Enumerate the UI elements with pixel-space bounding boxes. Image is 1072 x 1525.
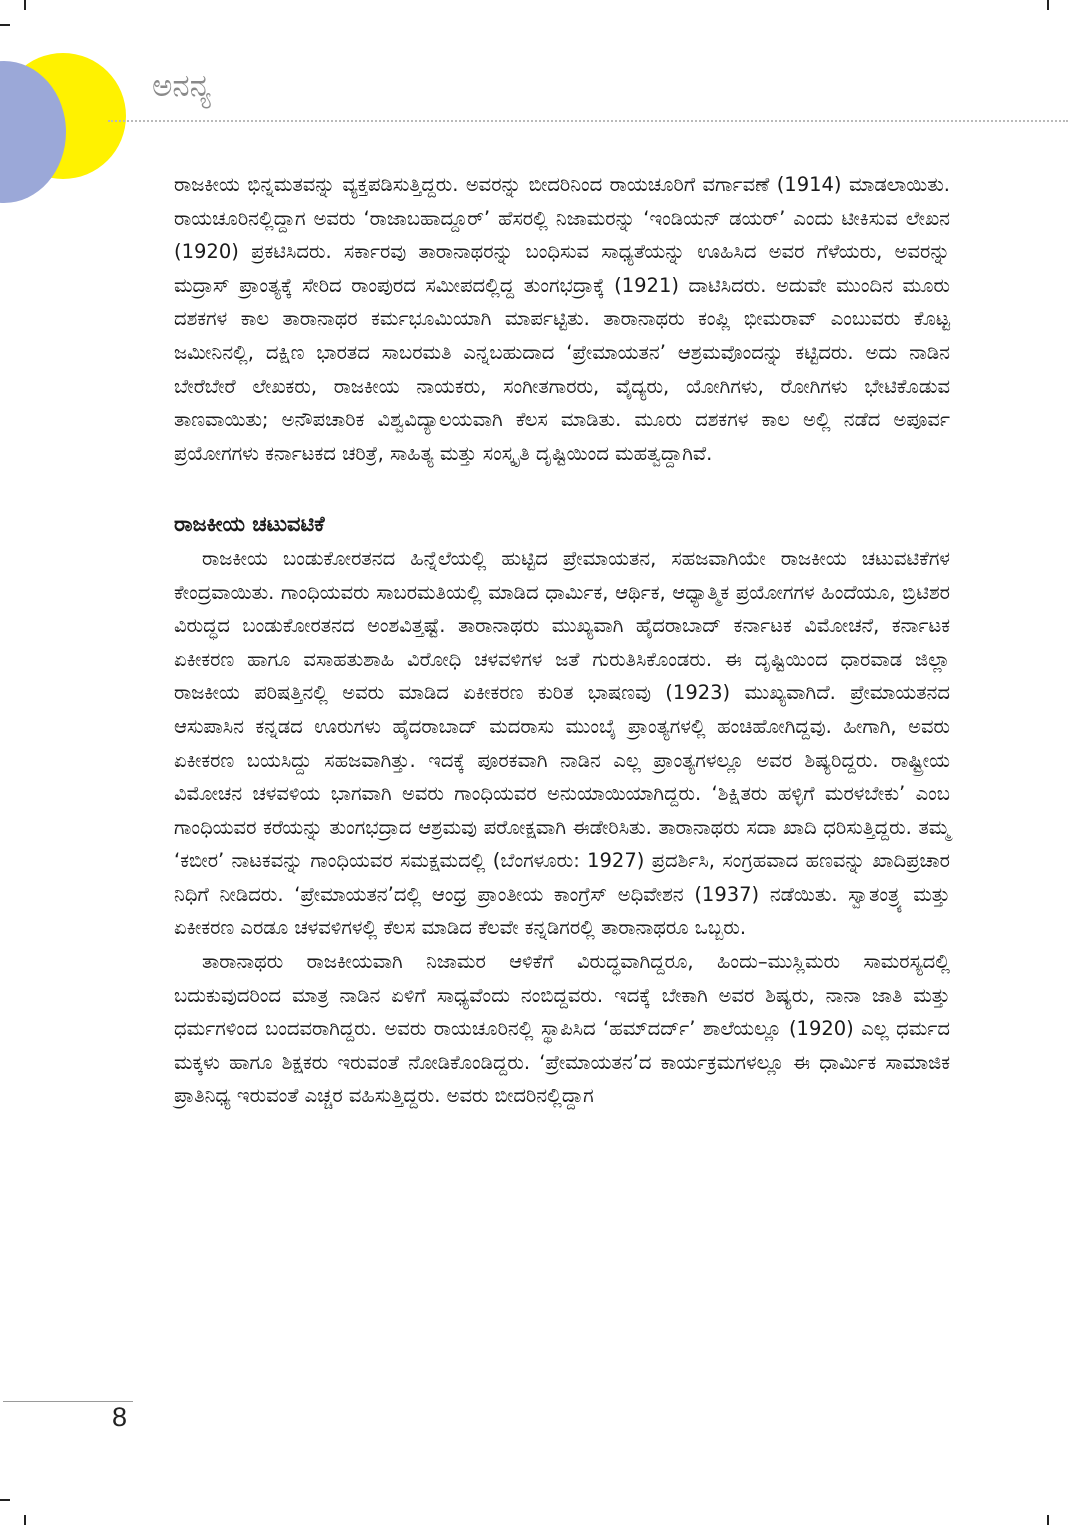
crop-mark bbox=[24, 1515, 26, 1525]
running-header-title: ಅನನ್ಯ bbox=[152, 68, 212, 104]
header-dotted-rule bbox=[108, 120, 1068, 122]
crop-mark bbox=[0, 24, 10, 26]
paragraph-3: ತಾರಾನಾಥರು ರಾಜಕೀಯವಾಗಿ ನಿಜಾಮರ ಆಳಿಕೆಗೆ ವಿರುದ್ಧವಾಗಿದ್ದರೂ, ಹಿಂದು–ಮುಸ್ಲಿಮರು ಸಾಮರಸ್ಯದಲ್ಲಿ ಬದುಕುವುದರಿಂದ ಮಾತ್ರ ನಾಡಿನ ಏಳಿಗೆ ಸಾಧ್ಯವೆಂದು ನಂಬಿದ್ದವರು. ಇದಕ್ಕೆ ಬೇಕಾಗಿ ಅವರ ಶಿಷ್ಯರು, ನಾನಾ ಜಾತಿ ಮತ್ತು ಧರ್ಮಗಳಿಂದ ಬಂದವರಾಗಿದ್ದರು. ಅವರು ರಾಯಚೂರಿನಲ್ಲಿ ಸ್ಥಾಪಿಸಿದ ‘ಹಮ್‌ದರ್ದ್’ ಶಾಲೆಯಲ್ಲೂ (1920) ಎಲ್ಲ ಧರ್ಮದ ಮಕ್ಕಳು ಹಾಗೂ ಶಿಕ್ಷಕರು ಇರುವಂತೆ ನೋಡಿಕೊಂಡಿದ್ದರು. ‘ಪ್ರೇಮಾಯತನ’ದ ಕಾರ್ಯಕ್ರಮಗಳಲ್ಲೂ ಈ ಧಾರ್ಮಿಕ ಸಾಮಾಜಿಕ ಪ್ರಾತಿನಿಧ್ಯ ಇರುವಂತೆ ಎಚ್ಚರ ವಹಿಸುತ್ತಿದ್ದರು. ಅವರು ಬೀದರಿನಲ್ಲಿದ್ದಾಗ bbox=[174, 950, 950, 1108]
crop-mark bbox=[0, 1499, 10, 1501]
paragraph-1: ರಾಜಕೀಯ ಭಿನ್ನಮತವನ್ನು ವ್ಯಕ್ತಪಡಿಸುತ್ತಿದ್ದರು. ಅವರನ್ನು ಬೀದರಿನಿಂದ ರಾಯಚೂರಿಗೆ ವರ್ಗಾವಣೆ (1914) ಮಾಡಲಾಯಿತು. ರಾಯಚೂರಿನಲ್ಲಿದ್ದಾಗ ಅವರು ‘ರಾಜಾಬಹಾದ್ದೂರ್’ ಹೆಸರಲ್ಲಿ ನಿಜಾಮರನ್ನು ‘ಇಂಡಿಯನ್ ಡಯರ್’ ಎಂದು ಟೀಕಿಸುವ ಲೇಖನ (1920) ಪ್ರಕಟಿಸಿದರು. ಸರ್ಕಾರವು ತಾರಾನಾಥರನ್ನು ಬಂಧಿಸುವ ಸಾಧ್ಯತೆಯನ್ನು ಊಹಿಸಿದ ಅವರ ಗೆಳೆಯರು, ಅವರನ್ನು ಮದ್ರಾಸ್ ಪ್ರಾಂತ್ಯಕ್ಕೆ ಸೇರಿದ ರಾಂಪುರದ ಸಮೀಪದಲ್ಲಿದ್ದ ತುಂಗಭದ್ರಾಕ್ಕೆ (1921) ದಾಟಿಸಿದರು. ಅದುವೇ ಮುಂದಿನ ಮೂರು ದಶಕಗಳ ಕಾಲ ತಾರಾನಾಥರ ಕರ್ಮಭೂಮಿಯಾಗಿ ಮಾರ್ಪಟ್ಟಿತು. ತಾರಾನಾಥರು ಕಂಪ್ಲಿ ಭೀಮರಾವ್ ಎಂಬುವರು ಕೊಟ್ಟ ಜಮೀನಿನಲ್ಲಿ, ದಕ್ಷಿಣ ಭಾರತದ ಸಾಬರಮತಿ ಎನ್ನಬಹುದಾದ ‘ಪ್ರೇಮಾಯತನ’ ಆಶ್ರಮವೊಂದನ್ನು ಕಟ್ಟಿದರು. ಅದು ನಾಡಿನ ಬೇರೆಬೇರೆ ಲೇಖಕರು, ರಾಜಕೀಯ ನಾಯಕರು, ಸಂಗೀತಗಾರರು, ವೈದ್ಯರು, ಯೋಗಿಗಳು, ರೋಗಿಗಳು ಭೇಟಿಕೊಡುವ ತಾಣವಾಯಿತು; ಅನೌಪಚಾರಿಕ ವಿಶ್ವವಿದ್ಯಾಲಯವಾಗಿ ಕೆಲಸ ಮಾಡಿತು. ಮೂರು ದಶಕಗಳ ಕಾಲ ಅಲ್ಲಿ ನಡೆದ ಅಪೂರ್ವ ಪ್ರಯೋಗಗಳು ಕರ್ನಾಟಕದ ಚರಿತ್ರೆ, ಸಾಹಿತ್ಯ ಮತ್ತು ಸಂಸ್ಕೃತಿ ದೃಷ್ಟಿಯಿಂದ ಮಹತ್ವದ್ದಾಗಿವೆ. bbox=[174, 173, 950, 465]
crop-mark bbox=[1047, 0, 1049, 10]
page-number: 8 bbox=[112, 1402, 128, 1432]
crop-mark bbox=[1047, 1515, 1049, 1525]
page-body bbox=[174, 168, 950, 1113]
paragraph-2: ರಾಜಕೀಯ ಬಂಡುಕೋರತನದ ಹಿನ್ನೆಲೆಯಲ್ಲಿ ಹುಟ್ಟಿದ ಪ್ರೇಮಾಯತನ, ಸಹಜವಾಗಿಯೇ ರಾಜಕೀಯ ಚಟುವಟಿಕೆಗಳ ಕೇಂದ್ರವಾಯಿತು. ಗಾಂಧಿಯವರು ಸಾಬರಮತಿಯಲ್ಲಿ ಮಾಡಿದ ಧಾರ್ಮಿಕ, ಆರ್ಥಿಕ, ಆಧ್ಯಾತ್ಮಿಕ ಪ್ರಯೋಗಗಳ ಹಿಂದೆಯೂ, ಬ್ರಿಟಿಶರ ವಿರುದ್ಧದ ಬಂಡುಕೋರತನದ ಅಂಶವಿತ್ತಷ್ಟೆ. ತಾರಾನಾಥರು ಮುಖ್ಯವಾಗಿ ಹೈದರಾಬಾದ್ ಕರ್ನಾಟಕ ವಿಮೋಚನೆ, ಕರ್ನಾಟಕ ಏಕೀಕರಣ ಹಾಗೂ ವಸಾಹತುಶಾಹಿ ವಿರೋಧಿ ಚಳವಳಿಗಳ ಜತೆ ಗುರುತಿಸಿಕೊಂಡರು. ಈ ದೃಷ್ಟಿಯಿಂದ ಧಾರವಾಡ ಜಿಲ್ಲಾ ರಾಜಕೀಯ ಪರಿಷತ್ತಿನಲ್ಲಿ ಅವರು ಮಾಡಿದ ಏಕೀಕರಣ ಕುರಿತ ಭಾಷಣವು (1923) ಮುಖ್ಯವಾಗಿದೆ. ಪ್ರೇಮಾಯತನದ ಆಸುಪಾಸಿನ ಕನ್ನಡದ ಊರುಗಳು ಹೈದರಾಬಾದ್ ಮದರಾಸು ಮುಂಬೈ ಪ್ರಾಂತ್ಯಗಳಲ್ಲಿ ಹಂಚಿಹೋಗಿದ್ದವು. ಹೀಗಾಗಿ, ಅವರು ಏಕೀಕರಣ ಬಯಸಿದ್ದು ಸಹಜವಾಗಿತ್ತು. ಇದಕ್ಕೆ ಪೂರಕವಾಗಿ ನಾಡಿನ ಎಲ್ಲ ಪ್ರಾಂತ್ಯಗಳಲ್ಲೂ ಅವರ ಶಿಷ್ಯರಿದ್ದರು. ರಾಷ್ಟ್ರೀಯ ವಿಮೋಚನ ಚಳವಳಿಯ ಭಾಗವಾಗಿ ಅವರು ಗಾಂಧಿಯವರ ಅನುಯಾಯಿಯಾಗಿದ್ದರು. ‘ಶಿಕ್ಷಿತರು ಹಳ್ಳಿಗೆ ಮರಳಬೇಕು’ ಎಂಬ ಗಾಂಧಿಯವರ ಕರೆಯನ್ನು ತುಂಗಭದ್ರಾದ ಆಶ್ರಮವು ಪರೋಕ್ಷವಾಗಿ ಈಡೇರಿಸಿತು. ತಾರಾನಾಥರು ಸದಾ ಖಾದಿ ಧರಿಸುತ್ತಿದ್ದರು. ತಮ್ಮ ‘ಕಬೀರ’ ನಾಟಕವನ್ನು ಗಾಂಧಿಯವರ ಸಮಕ್ಷಮದಲ್ಲಿ (ಬೆಂಗಳೂರು: 1927) ಪ್ರದರ್ಶಿಸಿ, ಸಂಗ್ರಹವಾದ ಹಣವನ್ನು ಖಾದಿಪ್ರಚಾರ ನಿಧಿಗೆ ನೀಡಿದರು. ‘ಪ್ರೇಮಾಯತನ’ದಲ್ಲಿ ಆಂಧ್ರ ಪ್ರಾಂತೀಯ ಕಾಂಗ್ರೆಸ್ ಅಧಿವೇಶನ (1937) ನಡೆಯಿತು. ಸ್ವಾತಂತ್ರ್ಯ ಮತ್ತು ಏಕೀಕರಣ ಎರಡೂ ಚಳವಳಿಗಳಲ್ಲಿ ಕೆಲಸ ಮಾಡಿದ ಕೆಲವೇ ಕನ್ನಡಿಗರಲ್ಲಿ ತಾರಾನಾಥರೂ ಒಬ್ಬರು. bbox=[174, 546, 950, 940]
crop-mark bbox=[24, 0, 26, 10]
section-heading: ರಾಜಕೀಯ ಚಟುವಟಿಕೆ bbox=[174, 512, 325, 537]
